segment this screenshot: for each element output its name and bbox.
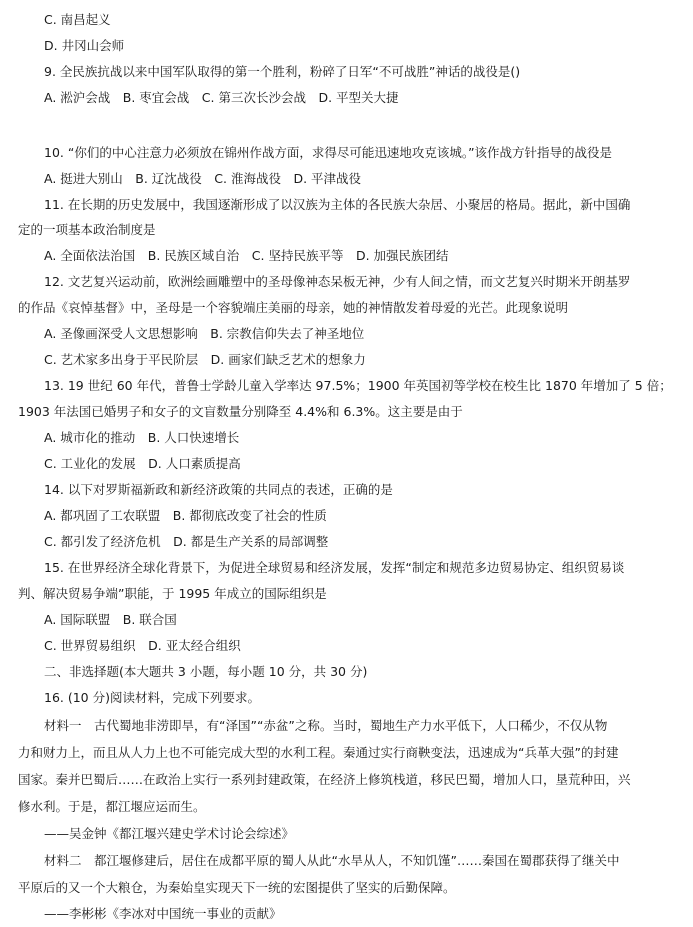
question-12-stem-cont: 的作品《哀悼基督》中，圣母是一个容貌端庄美丽的母亲，她的神情散发着母爱的光芒。此现象说明 (18, 300, 569, 315)
q15-options-cd: C. 世界贸易组织 D. 亚太经合组织 (44, 638, 241, 653)
q13-options-cd: C. 工业化的发展 D. 人口素质提高 (44, 456, 241, 471)
question-16-stem: 16. (10 分)阅读材料，完成下列要求。 (44, 690, 260, 705)
q14-options-ab: A. 都巩固了工农联盟 B. 都彻底改变了社会的性质 (44, 508, 327, 523)
q14-options-cd: C. 都引发了经济危机 D. 都是生产关系的局部调整 (44, 534, 329, 549)
question-12-stem: 12. 文艺复兴运动前，欧洲绘画雕塑中的圣母像神态呆板无神，少有人间之情，而文艺复兴时期米开朗基罗 (44, 274, 631, 289)
material-two-p2: 平原后的又一个大粮仓，为秦始皇实现天下一统的宏图提供了坚实的后勤保障。 (18, 880, 456, 895)
question-9-stem: 9. 全民族抗战以来中国军队取得的第一个胜利，粉碎了日军“不可战胜”神话的战役是() (44, 64, 521, 79)
question-13-stem: 13. 19 世纪 60 年代，普鲁士学龄儿童入学率达 97.5%；1900 年英国初等学校在校生比 1870 年增加了 5 倍； (44, 378, 672, 393)
q12-options-cd: C. 艺术家多出身于平民阶层 D. 画家们缺乏艺术的想象力 (44, 352, 366, 367)
section-heading: 二、非选择题(本大题共 3 小题，每小题 10 分，共 30 分) (44, 664, 368, 679)
question-10-stem: 10. “你们的中心注意力必须放在锦州作战方面，求得尽可能迅速地攻克该城。”该作战方针指导的战役是 (44, 145, 613, 160)
q12-options-ab: A. 圣像画深受人文思想影响 B. 宗教信仰失去了神圣地位 (44, 326, 365, 341)
material-one-p2: 力和财力上，而且从人力上也不可能完成大型的水利工程。秦通过实行商鞅变法，迅速成为“兵革大强”的封建 (18, 745, 619, 760)
question-13-stem-cont: 1903 年法国已婚男子和女子的文盲数量分别降至 4.4%和 6.3%。这主要是由于 (18, 404, 463, 419)
material-one-p4: 修水利。于是，都江堰应运而生。 (18, 799, 206, 814)
material-one-p3: 国家。秦并巴蜀后……在政治上实行一系列封建政策，在经济上修筑栈道，移民巴蜀，增加人口，垦荒种田，兴 (18, 772, 631, 787)
material-one-source: ——吴金钟《都江堰兴建史学术讨论会综述》 (44, 826, 295, 841)
q8-option-d: D. 井冈山会师 (44, 38, 125, 53)
material-two-source: ——李彬彬《李冰对中国统一事业的贡献》 (44, 906, 282, 921)
material-two-p1: 材料二 都江堰修建后，居住在成都平原的蜀人从此“水旱从人，不知饥馑”……秦国在蜀郡获得了继关中 (44, 853, 620, 868)
q8-option-c: C. 南昌起义 (44, 12, 111, 27)
material-one-p1: 材料一 古代蜀地非涝即旱，有“泽国”“赤盆”之称。当时，蜀地生产力水平低下，人口稀少，不仅从物 (44, 718, 608, 733)
question-11-stem: 11. 在长期的历史发展中，我国逐渐形成了以汉族为主体的各民族大杂居、小聚居的格局。据此，新中国确 (44, 197, 631, 212)
question-14-stem: 14. 以下对罗斯福新政和新经济政策的共同点的表述，正确的是 (44, 482, 393, 497)
q9-options: A. 淞沪会战 B. 枣宜会战 C. 第三次长沙会战 D. 平型关大捷 (44, 90, 399, 105)
question-11-stem-cont: 定的一项基本政治制度是 (18, 222, 156, 237)
question-15-stem-cont: 判、解决贸易争端”职能，于 1995 年成立的国际组织是 (18, 586, 327, 601)
q15-options-ab: A. 国际联盟 B. 联合国 (44, 612, 177, 627)
q13-options-ab: A. 城市化的推动 B. 人口快速增长 (44, 430, 240, 445)
q10-options: A. 挺进大别山 B. 辽沈战役 C. 淮海战役 D. 平津战役 (44, 171, 362, 186)
q11-options: A. 全面依法治国 B. 民族区域自治 C. 坚持民族平等 D. 加强民族团结 (44, 248, 449, 263)
question-15-stem: 15. 在世界经济全球化背景下，为促进全球贸易和经济发展，发挥“制定和规范多边贸易协定、组织贸易谈 (44, 560, 625, 575)
